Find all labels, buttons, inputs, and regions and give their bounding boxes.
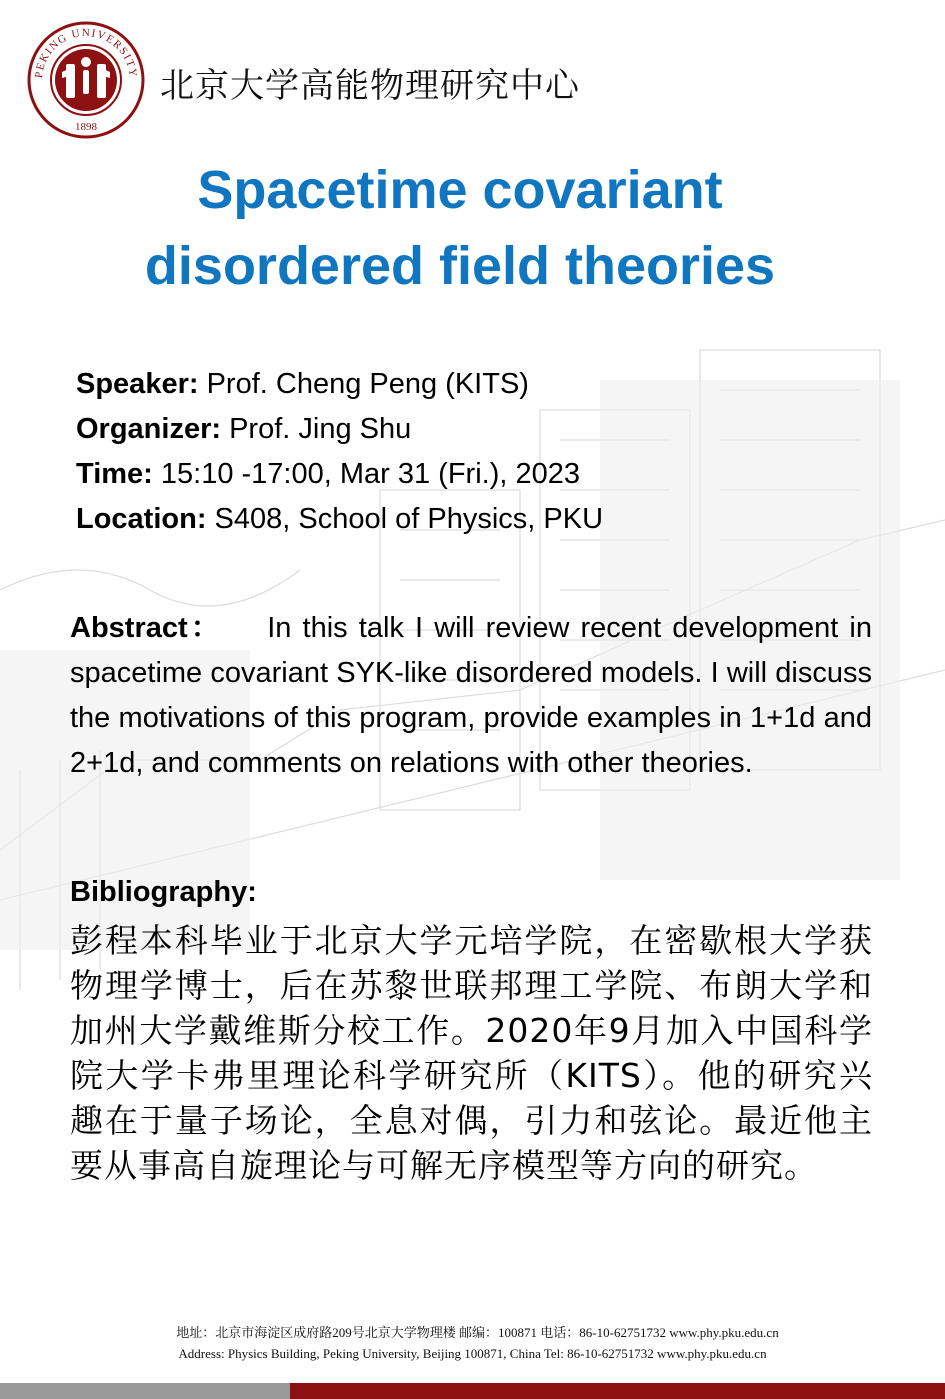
time-value: 15:10 -17:00, Mar 31 (Fri.), 2023 bbox=[152, 458, 580, 490]
organizer-value: Prof. Jing Shu bbox=[221, 413, 412, 445]
abstract bbox=[70, 606, 872, 786]
footer-bar-gray bbox=[0, 1383, 290, 1399]
time-label: Time: bbox=[76, 458, 153, 490]
peking-university-logo bbox=[26, 20, 146, 140]
time-row bbox=[76, 452, 603, 497]
footer-line-cn: 地址：北京市海淀区成府路209号北京大学物理楼 邮编：100871 电话：86-10-62751732 www.phy.pku.edu.cn bbox=[176, 1325, 779, 1340]
abstract-label: Abstract： bbox=[70, 612, 223, 644]
speaker-value: Prof. Cheng Peng (KITS) bbox=[198, 368, 529, 400]
footer-address bbox=[0, 1322, 945, 1364]
title-line-2: disordered field theories bbox=[144, 236, 776, 296]
location-row bbox=[76, 497, 603, 542]
location-label: Location: bbox=[76, 503, 207, 535]
speaker-label: Speaker: bbox=[76, 368, 199, 400]
talk-info bbox=[76, 362, 603, 542]
bibliography-label: Bibliography: bbox=[70, 876, 257, 908]
logo-year: 1898 bbox=[75, 121, 97, 133]
footer-bar-red bbox=[290, 1383, 945, 1399]
title-line-1: Spacetime covariant bbox=[197, 160, 723, 220]
organizer-row bbox=[76, 407, 603, 452]
talk-title bbox=[0, 152, 920, 304]
location-value: S408, School of Physics, PKU bbox=[206, 503, 604, 535]
abstract-text: In this talk I will review recent development in spacetime covariant SYK-like disordered models. I will discuss the motivations of this program, provide examples in 1+1d and 2+1d, and comments on relations with other theories. bbox=[70, 612, 872, 779]
speaker-row bbox=[76, 362, 603, 407]
institute-name: 北京大学高能物理研究中心 bbox=[160, 66, 580, 106]
bibliography-text: 彭程本科毕业于北京大学元培学院，在密歇根大学获物理学博士，后在苏黎世联邦理工学院、布朗大学和加州大学戴维斯分校工作。2020年9月加入中国科学院大学卡弗里理论科学研究所（KITS）。他的研究兴趣在于量子场论，全息对偶，引力和弦论。最近他主要从事高自旋理论与可解无序模型等方向的研究。 bbox=[70, 921, 873, 1185]
organizer-label: Organizer: bbox=[76, 413, 222, 445]
footer-line-en: Address: Physics Building, Peking University, Beijing 100871, China Tel: 86-10-62751732 www.phy.pku.edu.cn bbox=[178, 1346, 767, 1361]
logo-ring-text: PEKING UNIVERSITY bbox=[32, 26, 140, 79]
